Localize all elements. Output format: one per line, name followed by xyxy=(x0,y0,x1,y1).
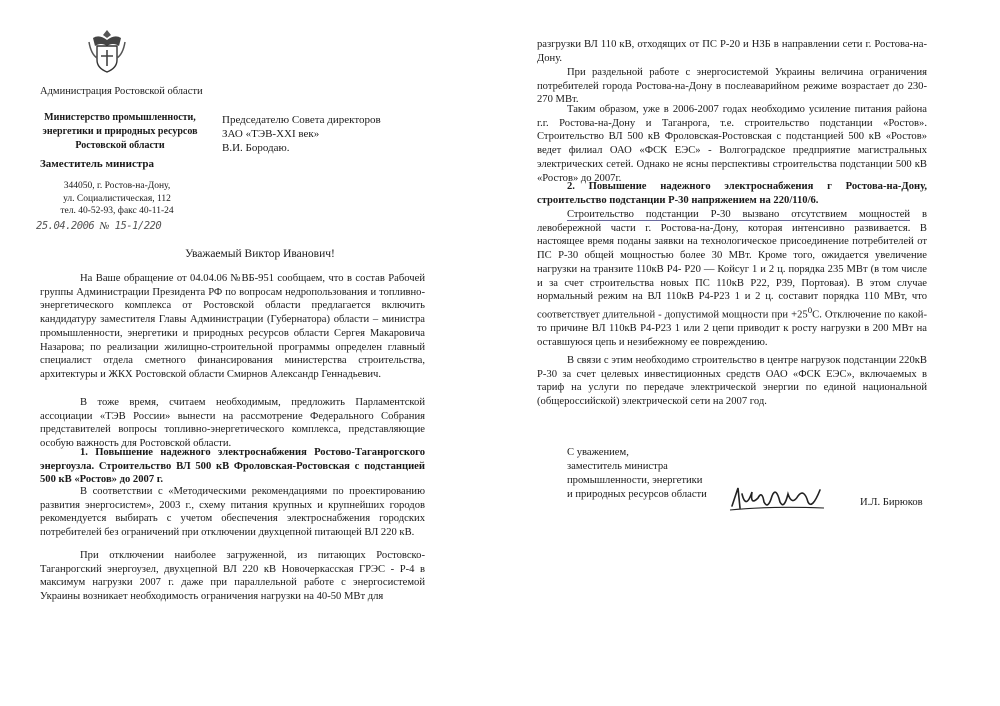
body-paragraph xyxy=(40,396,425,451)
deputy-minister-title: Заместитель министра xyxy=(40,158,155,170)
paragraph-text: разгрузки ВЛ 110 кВ, отходящих от ПС Р-20 и НЗБ в направлении сети г. Ростова-на-Дону. xyxy=(537,39,927,64)
body-paragraph xyxy=(537,103,927,185)
body-paragraph xyxy=(40,549,425,604)
handwritten-signature xyxy=(728,480,828,516)
section-heading-text: 2. Повышение надежного электроснабжения г Ростова-на-Дону, строительство подстанции Р-30 напряжением на 220/110/6. xyxy=(537,181,927,206)
paragraph-text xyxy=(537,208,927,350)
paragraph-text: При раздельной работе с энергосистемой Украины величина ограничения потребителей города Ростова-на-Дону в послеаварийном режиме возрастает до 230-270 МВт. xyxy=(537,67,927,106)
addressee-block xyxy=(222,113,381,155)
addressee-line: В.И. Бородаю. xyxy=(222,142,290,154)
address-line: тел. 40-52-93, факс 40-11-24 xyxy=(60,206,174,217)
paragraph-text: При отключении наиболее загруженной, из питающих Ростовско-Таганрогский энергоузел, двухцепной ВЛ 220 кВ Новочеркасская ГРЭС - Р-4 в максимум нагрузки 2007 г. даже при параллельной работе с энергосистемой Украины возникает необходимость ограничения нагрузки на 40-50 МВт для xyxy=(40,550,425,603)
section-heading-1 xyxy=(40,446,425,487)
reference-number-label: № xyxy=(99,221,110,232)
address-line: ул. Социалистическая, 112 xyxy=(63,193,171,204)
addressee-line: ЗАО «ТЭВ-XXI век» xyxy=(222,128,320,140)
coat-of-arms-icon xyxy=(85,26,129,76)
body-paragraph xyxy=(40,485,425,540)
body-paragraph xyxy=(537,38,927,65)
paragraph-fragment: в левобережной части г. Ростова-на-Дону, которая интенсивно развивается. В настоящее время поданы заявки на технологическое присоединение потребителей от ПС Р-30 общей мощностью более 30 МВт. Кроме того, ожидается увеличение нагрузки на транзите 110кВ Р4- Р20 — Койсуг 1 и 2 ц. порядка 235 МВт (в том числе и за счет строительства новых ПС 110кВ Р22, Р39, Портовая). В этом случае нормальный режим на ВЛ 110кВ Р4-Р23 1 и 2 ц. составит порядка 110 МВт, что соответствует длительной - допустимой мощности при +25 xyxy=(537,209,927,321)
paragraph-text: На Ваше обращение от 04.04.06 №ВБ-951 сообщаем, что в состав Рабочей группы Администрации Президента РФ по вопросам недропользования и топливно-энергетического комплекса от Ростовской области предлагается включить кандидатуру заместителя Главы Администрации (Губернатора) области – министра промышленности, энергетики и природных ресурсов области Сергея Макаровича Назарова; по реализации жилищно-строительной программы определен главный специалист отдела сметного финансирования министерства строительства, архитектуры и ЖКХ Ростовской области Смирнов Александр Геннадьевич. xyxy=(40,273,425,380)
addressee-line: Председателю Совета директоров xyxy=(222,114,381,126)
reference-number: 15-1/220 xyxy=(114,220,162,232)
paragraph-text: В соответствии с «Методическими рекомендациями по проектированию развития энергосистем», 2003 г., схему питания крупных и крупнейших городов рекомендуется выбирать с учетом обеспечения электроснабжения городских потребителей без ограничений при отключении двухцепной питающей ВЛ 220 кВ. xyxy=(40,486,425,539)
salutation: Уважаемый Виктор Иванович! xyxy=(185,248,335,260)
paragraph-text: В связи с этим необходимо строительство в центре нагрузок подстанции 220кВ Р-30 за счет целевых инвестиционных средств ОАО «ФСК ЕЭС», включаемых в тариф на услуги по передаче электрической энергии по единой национальной (общероссийской) электрической сети на 2007 год. xyxy=(537,355,927,408)
reference-date: 25.04.2006 xyxy=(36,220,95,232)
closing-line: промышленности, энергетики xyxy=(567,475,703,486)
body-paragraph xyxy=(40,272,425,382)
ministry-line: Министерство промышленности, xyxy=(44,112,196,123)
address-line: 344050, г. Ростов-на-Дону, xyxy=(63,181,171,191)
paragraph-text: Таким образом, уже в 2006-2007 годах необходимо усиление питания района г.г. Ростова-на-Дону и Таганрога, т.е. строительство подстанции «Ростов». Строительство ВЛ 500 кВ Фроловская-Ростовская с подстанцией 500 кВ «Ростов» ведет филиал ОАО «ФСК ЕЭС» - Волгоградское предприятие магистральных электрических сетей. Однако не ясны перспективы строительства подстанции 500 кВ «Ростов» до 2007г. xyxy=(537,104,927,184)
highlighted-phrase: Строительство подстанции Р-30 вызвано отсутствием мощностей xyxy=(567,209,911,220)
ministry-name xyxy=(30,111,210,153)
section-heading-text: 1. Повышение надежного электроснабжения Ростово-Таганрогского энергоузла. Строительство ВЛ 500 кВ Фроловская-Ростовская с подстанцией 500 кВ «Ростов» до 2007 г. xyxy=(40,447,425,486)
degree-superscript: 0 xyxy=(807,304,813,315)
paragraph-fragment: С. Отключение по какой-то причине ВЛ 110кВ Р4-Р23 1 или 2 цепи приводит к росту нагрузки в 200 МВт на оставшуюся цепь и незибежному ее повреждению. xyxy=(537,309,927,348)
body-paragraph xyxy=(537,208,927,350)
section-heading-2 xyxy=(537,180,927,207)
closing-line: и природных ресурсов области xyxy=(567,489,707,500)
closing-block xyxy=(567,446,707,502)
body-paragraph xyxy=(537,354,927,409)
closing-line: заместитель министра xyxy=(567,461,668,472)
body-paragraph xyxy=(537,66,927,107)
ministry-line: Ростовской области xyxy=(75,140,165,151)
ministry-address xyxy=(52,180,182,218)
reference-line xyxy=(36,220,161,232)
paragraph-text: В тоже время, считаем необходимым, предложить Парламентской ассоциации «ТЭВ России» вынести на рассмотрение Федерального Собрания представителей вопросы топливно-энергетического комплекса, представляющие особую важность для Ростовской области. xyxy=(40,397,425,450)
administration-name: Администрация Ростовской области xyxy=(40,86,203,97)
closing-line: С уважением, xyxy=(567,447,629,458)
ministry-line: энергетики и природных ресурсов xyxy=(42,126,198,137)
signer-name: И.Л. Бирюков xyxy=(860,497,923,508)
